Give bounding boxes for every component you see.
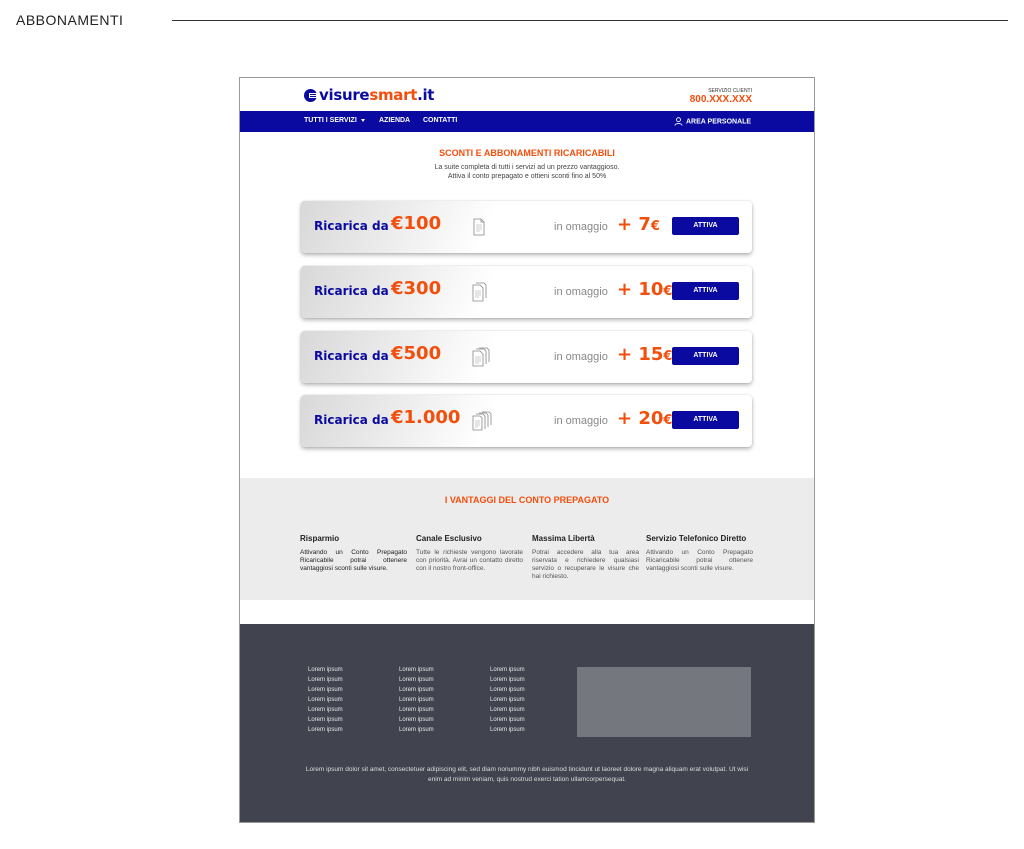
plan-bonus: + 15€ <box>617 344 673 365</box>
plan-label: Ricarica da <box>314 219 389 233</box>
activate-button[interactable]: ATTIVA <box>672 282 739 300</box>
plan-amount: €300 <box>391 278 442 299</box>
footer-link[interactable]: Lorem ipsum <box>490 667 525 673</box>
hero-subtitle-line1: La suite completa di tutti i servizi ad un prezzo vantaggioso. <box>434 164 620 171</box>
footer-link[interactable]: Lorem ipsum <box>308 687 343 693</box>
documents-2-icon <box>471 282 489 302</box>
logo-mark-icon <box>304 89 317 102</box>
plan-card <box>301 331 752 383</box>
footer-link[interactable]: Lorem ipsum <box>490 707 525 713</box>
footer-column <box>490 665 525 735</box>
logo-text-part1: visure <box>319 86 370 104</box>
nav-item-account-label: AREA PERSONALE <box>686 118 752 126</box>
footer-link[interactable]: Lorem ipsum <box>399 677 434 683</box>
customer-service <box>690 88 752 105</box>
benefit-title: Canale Esclusivo <box>416 534 482 543</box>
footer-link[interactable]: Lorem ipsum <box>490 717 525 723</box>
footer-link[interactable]: Lorem ipsum <box>399 697 434 703</box>
site-header <box>240 78 814 111</box>
service-phone[interactable]: 800.XXX.XXX <box>689 94 752 105</box>
plan-amount: €500 <box>391 343 442 364</box>
plan-amount: €1.000 <box>391 407 461 428</box>
plan-bonus-currency: € <box>663 413 673 428</box>
footer-link[interactable]: Lorem ipsum <box>308 697 343 703</box>
nav-item-company[interactable]: AZIENDA <box>379 117 411 124</box>
website-mockup <box>239 77 815 823</box>
footer-link[interactable]: Lorem ipsum <box>490 697 525 703</box>
plan-bonus: + 7€ <box>617 214 660 235</box>
footer-placeholder-box <box>577 667 751 737</box>
documents-4-icon <box>471 411 493 431</box>
plan-gift-label: in omaggio <box>554 286 608 298</box>
nav-item-services-label: TUTTI I SERVIZI <box>304 117 357 124</box>
plan-card <box>301 395 752 447</box>
hero-subtitle <box>240 163 814 181</box>
footer-link[interactable]: Lorem ipsum <box>490 727 525 733</box>
plan-gift-label: in omaggio <box>554 415 608 427</box>
nav-item-contacts[interactable]: CONTATTI <box>423 117 458 124</box>
benefit-item <box>416 534 523 573</box>
plan-bonus-currency: € <box>663 349 673 364</box>
plan-card <box>301 201 752 253</box>
nav-item-services[interactable] <box>304 117 365 124</box>
activate-button[interactable]: ATTIVA <box>672 217 739 235</box>
nav-item-account[interactable] <box>674 117 751 126</box>
benefit-title: Massima Libertà <box>532 534 595 543</box>
plan-label: Ricarica da <box>314 284 389 298</box>
footer-link[interactable]: Lorem ipsum <box>308 727 343 733</box>
footer-link[interactable]: Lorem ipsum <box>399 727 434 733</box>
footer-link[interactable]: Lorem ipsum <box>399 667 434 673</box>
benefit-text: Attivando un Conto Prepagato Ricaricabile potrai ottenere vantaggiosi sconti sulle visure. <box>646 549 753 572</box>
footer-link[interactable]: Lorem ipsum <box>399 687 434 693</box>
heading-rule <box>172 20 1008 21</box>
activate-button[interactable]: ATTIVA <box>672 411 739 429</box>
footer-column <box>308 665 343 735</box>
benefit-item <box>300 534 407 573</box>
footer-link[interactable]: Lorem ipsum <box>399 707 434 713</box>
plan-label: Ricarica da <box>314 349 389 363</box>
footer-link[interactable]: Lorem ipsum <box>308 717 343 723</box>
benefit-item <box>532 534 639 581</box>
plan-bonus: + 20€ <box>617 408 673 429</box>
page-heading: ABBONAMENTI <box>16 12 124 28</box>
logo-text-part2: smart <box>369 86 418 104</box>
plan-card <box>301 266 752 318</box>
benefits-title: I VANTAGGI DEL CONTO PREPAGATO <box>444 495 610 505</box>
chevron-down-icon <box>361 119 365 122</box>
service-label: SERVIZIO CLIENTI <box>708 88 752 94</box>
documents-3-icon <box>471 347 491 367</box>
site-footer <box>240 624 814 822</box>
plan-gift-label: in omaggio <box>554 351 608 363</box>
hero-title: SCONTI E ABBONAMENTI RICARICABILI <box>439 148 615 158</box>
footer-link[interactable]: Lorem ipsum <box>490 687 525 693</box>
plan-amount: €100 <box>391 213 442 234</box>
activate-button[interactable]: ATTIVA <box>672 347 739 365</box>
benefit-text: Tutte le richieste vengono lavorate con priorità. Avrai un contatto diretto con il nostro front-office. <box>416 549 523 572</box>
document-icon <box>471 217 487 237</box>
benefits-section <box>240 478 814 600</box>
benefit-text: Potrai accedere alla tua area riservata e richiedere qualsiasi servizio o recuperare le visure che hai richiesto. <box>532 549 639 580</box>
footer-link[interactable]: Lorem ipsum <box>399 717 434 723</box>
benefit-title: Risparmio <box>300 534 340 543</box>
logo-text-part3: .it <box>417 86 435 104</box>
benefit-title: Servizio Telefonico Diretto <box>646 534 747 543</box>
footer-link[interactable]: Lorem ipsum <box>490 677 525 683</box>
footer-column <box>399 665 434 735</box>
plan-label: Ricarica da <box>314 413 389 427</box>
main-nav <box>240 111 814 132</box>
footer-link[interactable]: Lorem ipsum <box>308 707 343 713</box>
benefit-item <box>646 534 753 573</box>
footer-note: Lorem ipsum dolor sit amet, consectetuer adipiscing elit, sed diam nonummy nibh euismod tincidunt ut laoreet dolore magna aliquam erat volutpat. Ut wisi enim ad minim veniam, quis nostrud exerci tation ullamcorpersequat. <box>305 766 749 783</box>
hero-subtitle-line2: Attiva il conto prepagato e ottieni sconti fino al 50% <box>447 173 607 180</box>
plan-bonus: + 10€ <box>617 279 673 300</box>
logo[interactable] <box>304 86 434 104</box>
plan-bonus-currency: € <box>650 219 660 234</box>
benefit-text: Attivando un Conto Prepagato Ricaricabile potrai ottenere vantaggiosi sconti sulle visure. <box>300 549 407 572</box>
footer-link[interactable]: Lorem ipsum <box>308 677 343 683</box>
plan-gift-label: in omaggio <box>554 221 608 233</box>
footer-link[interactable]: Lorem ipsum <box>308 667 343 673</box>
plan-bonus-currency: € <box>663 284 673 299</box>
user-icon <box>674 117 683 126</box>
